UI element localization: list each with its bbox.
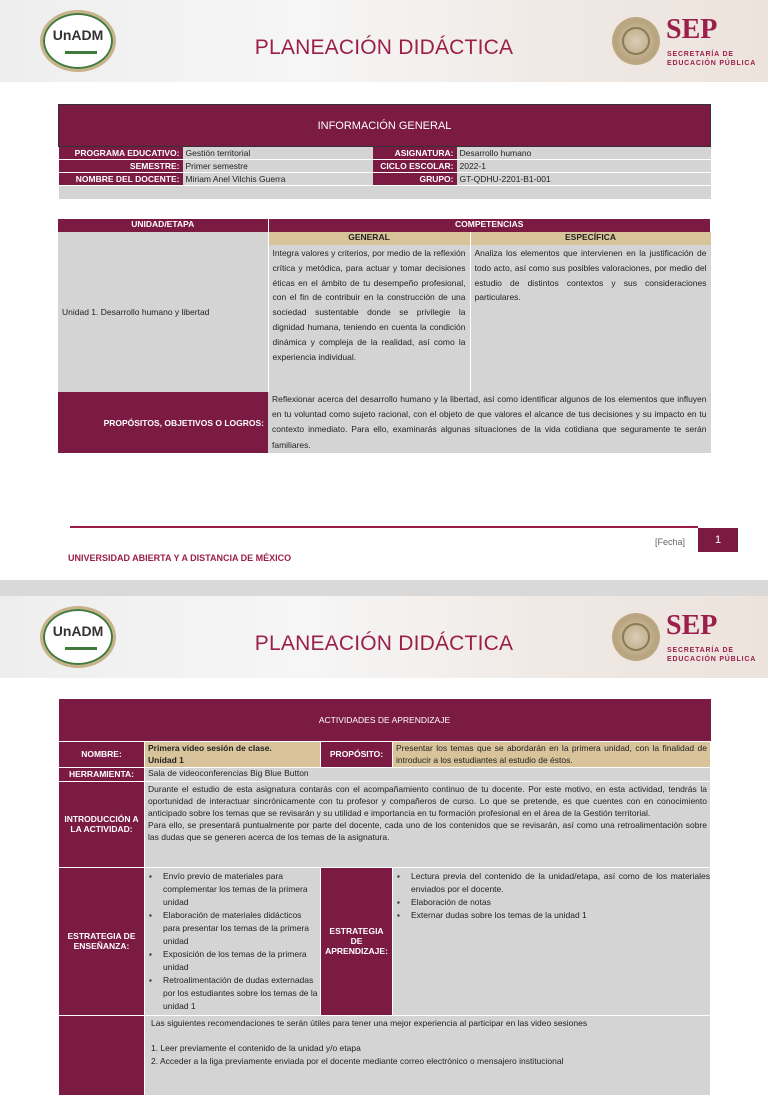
national-seal-icon — [612, 613, 660, 661]
intro-label: INTRODUCCIÓN A LA ACTIVIDAD: — [59, 781, 145, 867]
name-label: NOMBRE: — [59, 741, 145, 767]
name-value-line1: Primera video sesión de clase. — [148, 742, 272, 753]
sep-logo-title: SEP — [666, 14, 718, 45]
school-cycle-value: 2022-1 — [457, 160, 711, 173]
footer-divider — [70, 526, 698, 528]
table-row — [58, 232, 711, 245]
subject-label: ASIGNATURA: — [373, 147, 457, 160]
page-header — [0, 0, 768, 82]
recommendations-intro: Las siguientes recomendaciones te serán útiles para tener una mejor experiencia al participar en las video sesiones — [151, 1017, 588, 1028]
program-value: Gestión territorial — [183, 147, 373, 160]
semester-label: SEMESTRE: — [59, 160, 183, 173]
list-item: ▪ Lectura previa del contenido de la unidad/etapa, así como de los materiales enviados por el docente. — [393, 870, 710, 896]
subject-value: Desarrollo humano — [457, 147, 711, 160]
intro-paragraph-2: Para ello, se presentará puntualmente por parte del docente, cada uno de los contenidos que se revisarán, así como una retroalimentación sobre las dudas que se generen acerca de los temas de la asignatura. — [148, 820, 707, 843]
purposes-text: Reflexionar acerca del desarrollo humano y la libertad, así como identificar algunos de los elementos que influyen en tu voluntad como sujeto racional, con el objeto de que valores el alcance de tus decisiones y su impacto en tu contexto inmediato. Para ello, examinarás algunas situaciones de la vida cotidiana que seguramente te serán familiares. — [268, 392, 711, 453]
competencias-header: COMPETENCIAS — [268, 219, 711, 232]
list-item: ▪ Exposición de los temas de la primera unidad — [145, 948, 320, 974]
activities-table — [58, 699, 711, 1096]
specific-competence-text: Analiza los elementos que intervienen en la justificación de todo acto, así como sus posibles valoraciones, por medio del estudio de distintos contextos y sus consideraciones particulares. — [470, 245, 711, 392]
school-cycle-label: CICLO ESCOLAR: — [373, 160, 457, 173]
list-item: ▪ Envío previo de materiales para complementar los temas de la primera unidad — [145, 870, 320, 909]
table-row — [59, 160, 711, 173]
page-2 — [0, 596, 768, 1066]
name-value — [145, 741, 321, 767]
table-row — [59, 186, 711, 199]
teacher-value: Miriam Anel Vilchis Guerra — [183, 173, 373, 186]
teacher-label: NOMBRE DEL DOCENTE: — [59, 173, 183, 186]
document-title: PLANEACIÓN DIDÁCTICA — [254, 632, 514, 655]
unadm-logo-text: UnADM — [52, 27, 104, 43]
learning-strategy-list — [393, 867, 711, 1015]
intro-paragraph-1: Durante el estudio de esta asignatura contarás con el acompañamiento continuo de tu docente. Por este motivo, en esta actividad, tendrás la oportunidad de interactuar sincrónicamente con tu profesor y compañeros de curso. Lo que se pretende, es que cuentes con en conocimiento anticipado sobre los temas que se revisarán y su utilidad e importancia en tu formación profesional en el área de la Gestión territorial. — [148, 783, 707, 818]
table-row — [59, 867, 711, 1015]
teaching-strategy-list — [145, 867, 321, 1015]
list-item: ▪ Externar dudas sobre los temas de la unidad 1 — [393, 909, 710, 922]
recommendations-cell — [145, 1015, 711, 1095]
table-row — [59, 1015, 711, 1095]
especifica-subheader: ESPECÍFICA — [470, 232, 711, 245]
unit-name: Unidad 1. Desarrollo humano y libertad — [58, 232, 268, 392]
table-row — [59, 767, 711, 781]
intro-text — [145, 781, 711, 867]
table-row — [59, 147, 711, 160]
unadm-logo-text: UnADM — [52, 623, 104, 639]
general-subheader: GENERAL — [268, 232, 470, 245]
competencias-table — [58, 219, 711, 453]
table-row — [59, 173, 711, 186]
table-row — [58, 219, 711, 232]
document-title: PLANEACIÓN DIDÁCTICA — [254, 36, 514, 59]
table-row — [59, 741, 711, 767]
sep-line2: EDUCACIÓN PÚBLICA — [667, 60, 757, 67]
group-label: GRUPO: — [373, 173, 457, 186]
table-row — [59, 781, 711, 867]
program-label: PROGRAMA EDUCATIVO: — [59, 147, 183, 160]
general-info-table — [58, 104, 711, 199]
teaching-strategy-label: ESTRATEGIA DE ENSEÑANZA: — [59, 867, 145, 1015]
list-item: ▪ Elaboración de materiales didácticos para presentar los temas de la primera unidad — [145, 909, 320, 948]
university-name: UNIVERSIDAD ABIERTA Y A DISTANCIA DE MÉXICO — [68, 553, 292, 563]
tool-value: Sala de videoconferencias Big Blue Button — [145, 767, 711, 781]
page-separator — [0, 580, 768, 596]
list-item: 2. Acceder a la liga previamente enviada por el docente mediante correo electrónico o mensajero institucional — [151, 1055, 564, 1066]
general-competence-text: Integra valores y criterios, por medio de la reflexión crítica y metódica, para actuar y tomar decisiones éticas en el ámbito de tu desempeño profesional, con el fin de contribuir en la construcción de una sociedad sustentable donde se privilegie la dignidad humana, teniendo en cuenta la condición dinámica y compleja de la realidad, así como la experiencia individual. — [268, 245, 470, 392]
sep-logo-subtitle — [667, 50, 756, 68]
list-item: ▪ Elaboración de notas — [393, 896, 710, 909]
sep-line1: SECRETARÍA DE — [667, 51, 734, 58]
name-value-line2: Unidad 1 — [148, 754, 184, 765]
page-number: 1 — [698, 528, 738, 552]
learning-strategy-label: ESTRATEGIA DE APRENDIZAJE: — [321, 867, 393, 1015]
activities-heading: ACTIVIDADES DE APRENDIZAJE — [59, 699, 711, 741]
national-seal-icon — [612, 17, 660, 65]
sep-logo-subtitle — [667, 646, 756, 664]
list-item: 1. Leer previamente el contenido de la unidad y/o etapa — [151, 1042, 361, 1053]
sep-line1: SECRETARÍA DE — [667, 647, 734, 654]
semester-value: Primer semestre — [183, 160, 373, 173]
general-info-heading: INFORMACIÓN GENERAL — [59, 105, 711, 147]
purpose-value: Presentar los temas que se abordarán en la primera unidad, con la finalidad de introducir a los estudiantes al estudio de éstos. — [393, 741, 711, 767]
table-row — [58, 392, 711, 453]
date-placeholder: [Fecha] — [655, 537, 686, 547]
sep-logo-title: SEP — [666, 610, 718, 641]
sep-line2: EDUCACIÓN PÚBLICA — [667, 656, 757, 663]
recommendations-label — [59, 1015, 145, 1095]
tool-label: HERRAMIENTA: — [59, 767, 145, 781]
group-value: GT-QDHU-2201-B1-001 — [457, 173, 711, 186]
purposes-label: PROPÓSITOS, OBJETIVOS O LOGROS: — [58, 392, 268, 453]
unit-header: UNIDAD/ETAPA — [58, 219, 268, 232]
purpose-label: PROPÓSITO: — [321, 741, 393, 767]
page-header — [0, 596, 768, 678]
empty-row — [59, 186, 711, 199]
list-item: ▪ Retroalimentación de dudas externadas por los estudiantes sobre los temas de la unidad 1 — [145, 974, 320, 1013]
